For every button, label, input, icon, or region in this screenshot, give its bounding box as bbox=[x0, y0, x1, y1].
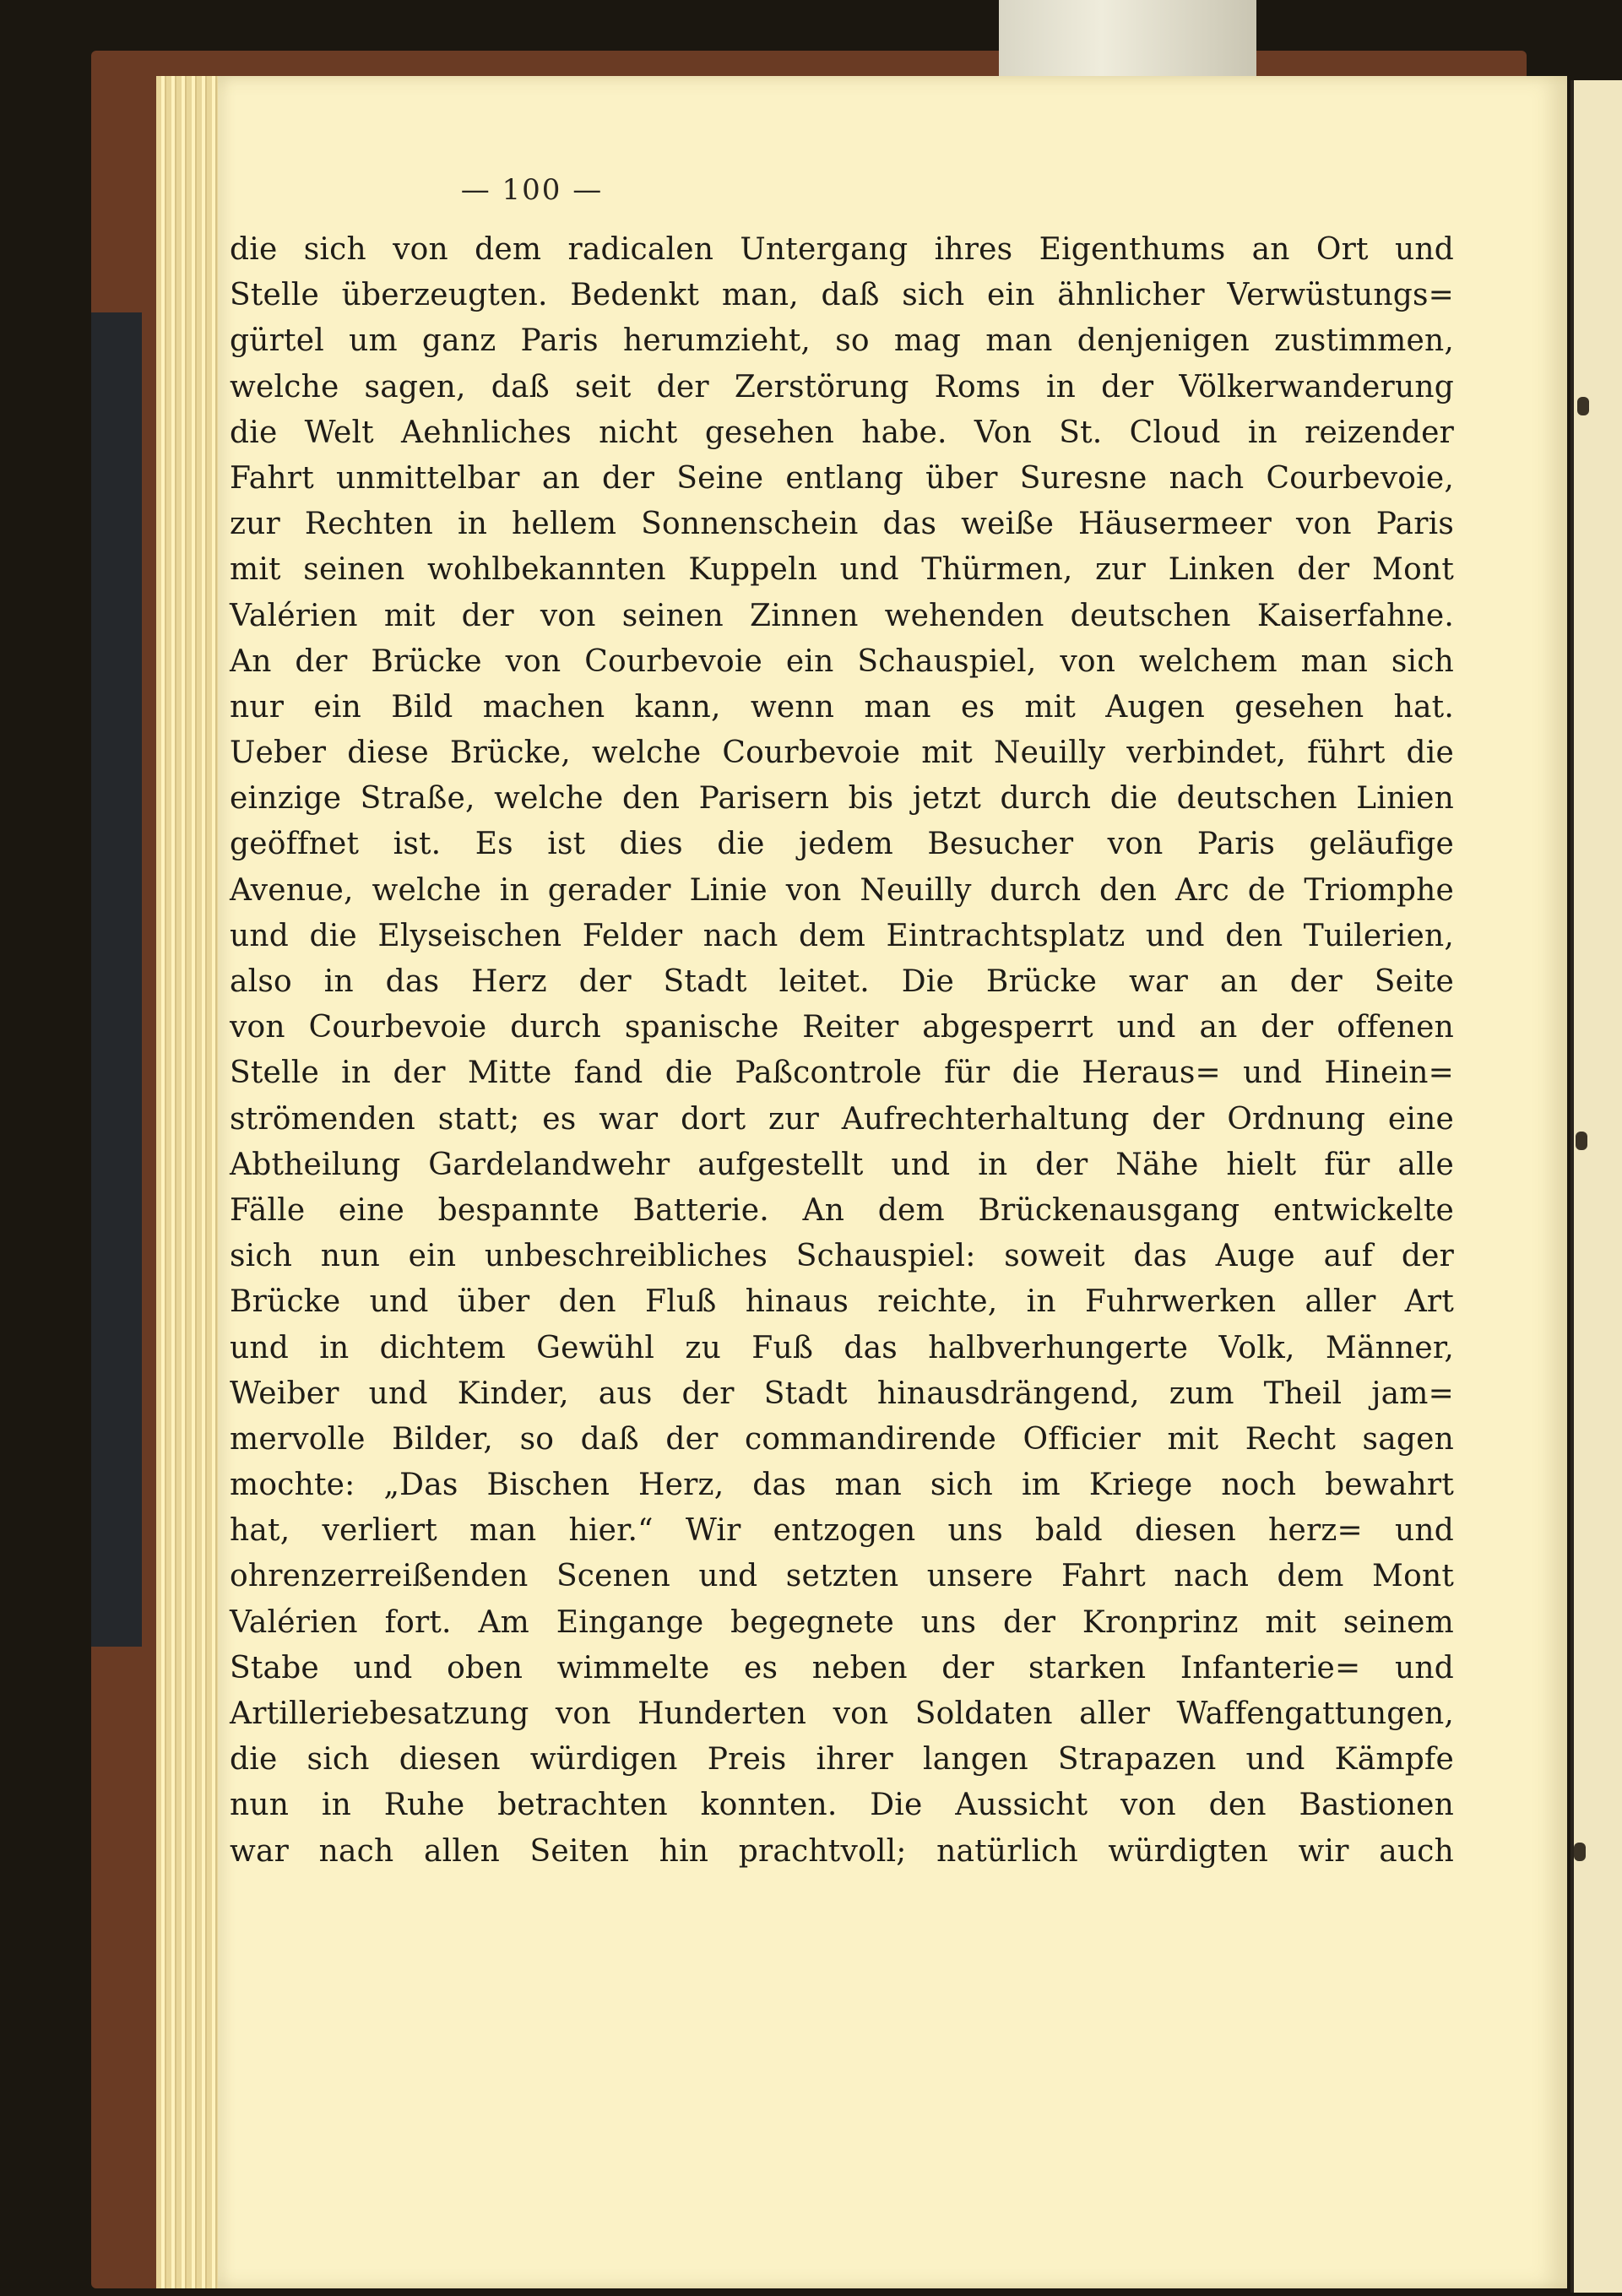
text-line: Brücke und über den Fluß hinaus reichte, in Fuhrwerken aller Art bbox=[230, 1284, 1454, 1320]
cover-spine bbox=[91, 312, 142, 1647]
binding-mark bbox=[1576, 1132, 1587, 1150]
text-line: die sich diesen würdigen Preis ihrer langen Strapazen und Kämpfe bbox=[230, 1742, 1454, 1778]
page-edges bbox=[156, 76, 220, 2288]
text-line: Fälle eine bespannte Batterie. An dem Brückenausgang entwickelte bbox=[230, 1192, 1454, 1228]
text-line: Ueber diese Brücke, welche Courbevoie mit Neuilly verbindet, führt die bbox=[230, 735, 1454, 771]
binding-mark bbox=[1574, 1843, 1586, 1861]
text-line: Avenue, welche in gerader Linie von Neuilly durch den Arc de Triomphe bbox=[230, 872, 1454, 908]
ribbon-bookmark bbox=[999, 0, 1256, 87]
text-line: An der Brücke von Courbevoie ein Schauspiel, von welchem man sich bbox=[230, 643, 1454, 679]
text-line: Artilleriebesatzung von Hunderten von Soldaten aller Waffengattungen, bbox=[230, 1696, 1454, 1731]
text-line: einzige Straße, welche den Parisern bis jetzt durch die deutschen Linien bbox=[230, 781, 1454, 817]
text-line: Stabe und oben wimmelte es neben der starken Infanterie= und bbox=[230, 1650, 1454, 1685]
text-line: von Courbevoie durch spanische Reiter abgesperrt und an der offenen bbox=[230, 1010, 1454, 1045]
text-line: mochte: „Das Bischen Herz, das man sich im Kriege noch bewahrt bbox=[230, 1468, 1454, 1503]
text-line: mervolle Bilder, so daß der commandirende Officier mit Recht sagen bbox=[230, 1421, 1454, 1457]
text-line: Valérien fort. Am Eingange begegnete uns der Kronprinz mit seinem bbox=[230, 1604, 1454, 1640]
text-line: war nach allen Seiten hin prachtvoll; natürlich würdigten wir auch bbox=[230, 1833, 1454, 1869]
text-line: Valérien mit der von seinen Zinnen wehenden deutschen Kaiserfahne. bbox=[230, 598, 1454, 633]
text-line: hat, verliert man hier.“ Wir entzogen uns bald diesen herz= und bbox=[230, 1513, 1454, 1549]
text-line: sich nun ein unbeschreibliches Schauspiel: soweit das Auge auf der bbox=[230, 1239, 1454, 1274]
text-line: zur Rechten in hellem Sonnenschein das weiße Häusermeer von Paris bbox=[230, 507, 1454, 542]
page-text bbox=[230, 227, 1454, 1875]
text-line: die Welt Aehnliches nicht gesehen habe. Von St. Cloud in reizender bbox=[230, 415, 1454, 450]
text-line: Abtheilung Gardelandwehr aufgestellt und in der Nähe hielt für alle bbox=[230, 1147, 1454, 1182]
text-line: strömenden statt; es war dort zur Aufrechterhaltung der Ordnung eine bbox=[230, 1101, 1454, 1137]
text-line: nun in Ruhe betrachten konnten. Die Aussicht von den Bastionen bbox=[230, 1788, 1454, 1823]
text-line: Stelle in der Mitte fand die Paßcontrole für die Heraus= und Hinein= bbox=[230, 1056, 1454, 1091]
binding-mark bbox=[1577, 397, 1589, 415]
text-line: ohrenzerreißenden Scenen und setzten unsere Fahrt nach dem Mont bbox=[230, 1559, 1454, 1594]
text-line: welche sagen, daß seit der Zerstörung Roms in der Völkerwanderung bbox=[230, 369, 1454, 404]
page-number: — 100 — bbox=[460, 173, 604, 207]
text-line: Stelle überzeugten. Bedenkt man, daß sich ein ähnlicher Verwüstungs= bbox=[230, 278, 1454, 313]
text-line: Fahrt unmittelbar an der Seine entlang über Suresne nach Courbevoie, bbox=[230, 460, 1454, 496]
text-line: also in das Herz der Stadt leitet. Die Brücke war an der Seite bbox=[230, 964, 1454, 999]
text-line: die sich von dem radicalen Untergang ihres Eigenthums an Ort und bbox=[230, 232, 1454, 267]
text-line: geöffnet ist. Es ist dies die jedem Besucher von Paris geläufige bbox=[230, 827, 1454, 862]
text-line: nur ein Bild machen kann, wenn man es mit Augen gesehen hat. bbox=[230, 689, 1454, 725]
text-line: und in dichtem Gewühl zu Fuß das halbverhungerte Volk, Männer, bbox=[230, 1330, 1454, 1365]
text-line: gürtel um ganz Paris herumzieht, so mag man denjenigen zustimmen, bbox=[230, 323, 1454, 359]
text-line: Weiber und Kinder, aus der Stadt hinausdrängend, zum Theil jam= bbox=[230, 1376, 1454, 1411]
text-line: mit seinen wohlbekannten Kuppeln und Thürmen, zur Linken der Mont bbox=[230, 552, 1454, 588]
text-line: und die Elyseischen Felder nach dem Eintrachtsplatz und den Tuilerien, bbox=[230, 918, 1454, 953]
